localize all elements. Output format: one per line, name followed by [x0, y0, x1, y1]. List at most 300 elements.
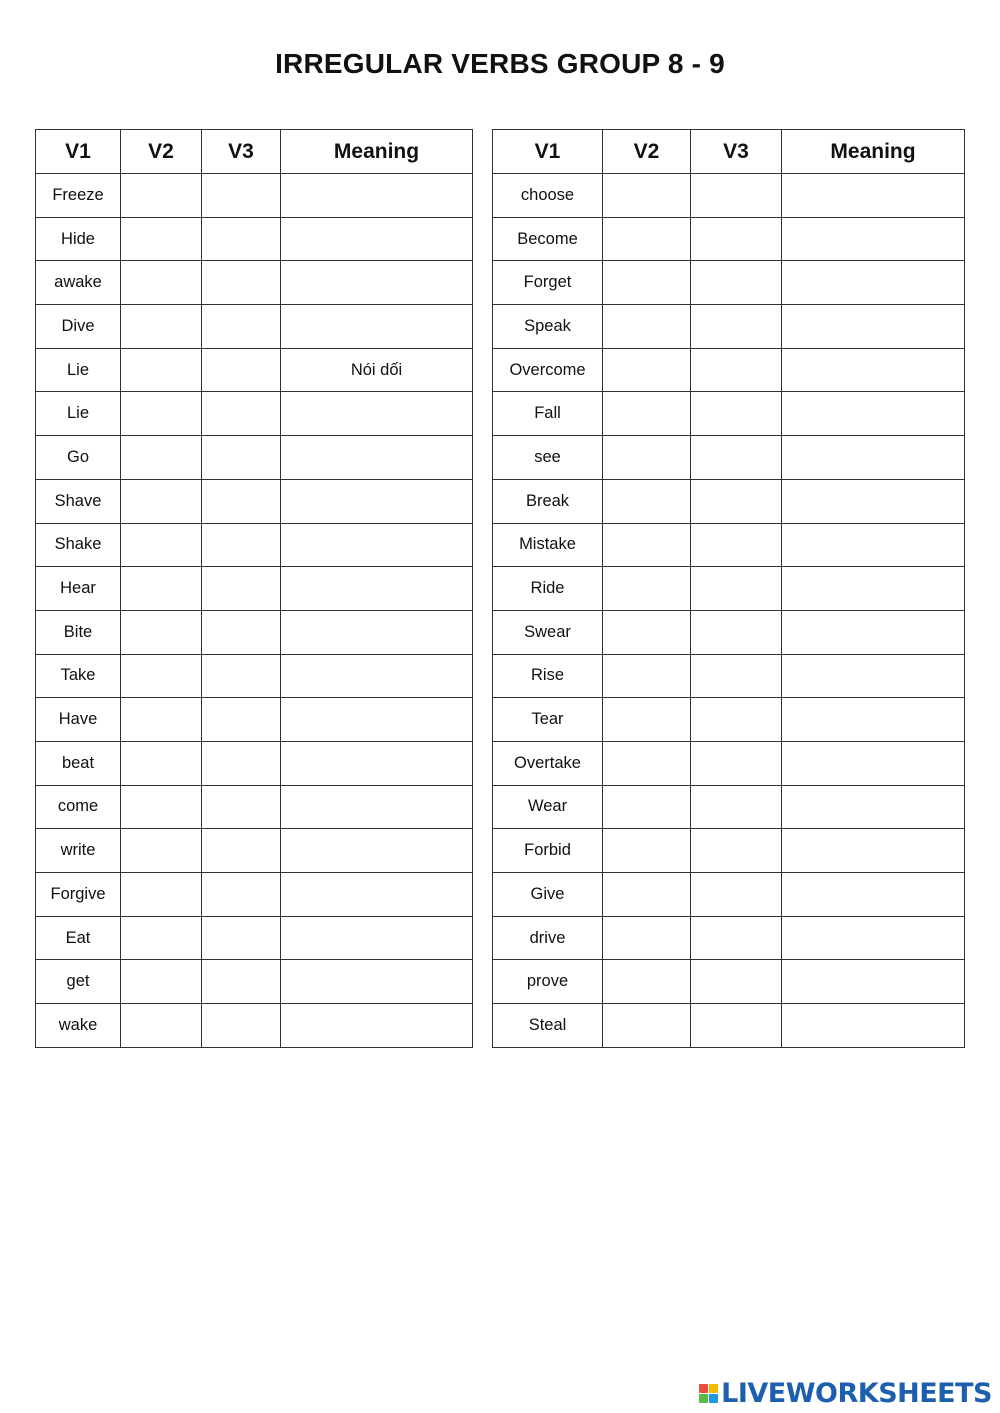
table-row [493, 829, 965, 873]
answer-field-meaning[interactable] [782, 261, 964, 304]
answer-field-meaning[interactable] [782, 349, 964, 392]
answer-field-v3[interactable] [202, 524, 280, 567]
answer-field-v3[interactable] [691, 392, 781, 435]
answer-field-meaning[interactable] [281, 698, 472, 741]
answer-cell-v3[interactable] [202, 829, 281, 873]
answer-cell-v2[interactable] [121, 698, 202, 742]
answer-field-v3[interactable] [691, 917, 781, 960]
answer-field-v2[interactable] [603, 349, 690, 392]
answer-field-v2[interactable] [121, 436, 201, 479]
answer-cell-meaning[interactable] [782, 436, 965, 480]
answer-cell-v2[interactable] [121, 610, 202, 654]
answer-field-v3[interactable] [202, 392, 280, 435]
answer-cell-v3[interactable] [202, 654, 281, 698]
answer-cell-v3[interactable] [202, 741, 281, 785]
answer-cell-v3[interactable] [202, 610, 281, 654]
answer-cell-v3[interactable] [202, 436, 281, 480]
answer-cell-meaning[interactable] [782, 785, 965, 829]
answer-cell-v2[interactable] [603, 654, 691, 698]
answer-field-meaning[interactable] [782, 1004, 964, 1047]
answer-cell-v3[interactable] [691, 1004, 782, 1048]
answer-field-v3[interactable] [691, 524, 781, 567]
answer-cell-meaning[interactable] [782, 567, 965, 611]
answer-cell-meaning[interactable] [281, 348, 473, 392]
answer-cell-v2[interactable] [121, 567, 202, 611]
header-v2: V2 [121, 130, 202, 174]
answer-cell-meaning[interactable] [281, 1004, 473, 1048]
answer-field-v3[interactable] [202, 305, 280, 348]
answer-field-v3[interactable] [202, 960, 280, 1003]
answer-field-v2[interactable] [603, 742, 690, 785]
table-row [493, 523, 965, 567]
answer-cell-v2[interactable] [121, 741, 202, 785]
answer-cell-meaning[interactable] [782, 829, 965, 873]
verb-v1-cell: wake [36, 1004, 121, 1048]
answer-cell-v3[interactable] [691, 174, 782, 218]
verb-v1-cell: Forgive [36, 873, 121, 917]
answer-cell-v2[interactable] [603, 829, 691, 873]
header-v2: V2 [603, 130, 691, 174]
answer-field-meaning[interactable] [782, 174, 964, 217]
answer-field-v3[interactable] [202, 917, 280, 960]
answer-cell-v2[interactable] [603, 960, 691, 1004]
answer-cell-meaning[interactable] [782, 261, 965, 305]
answer-cell-v3[interactable] [202, 479, 281, 523]
answer-cell-v2[interactable] [121, 479, 202, 523]
answer-field-v2[interactable] [121, 1004, 201, 1047]
answer-field-v2[interactable] [603, 174, 690, 217]
verb-v1-cell: Bite [36, 610, 121, 654]
answer-field-v3[interactable] [202, 349, 280, 392]
answer-cell-v2[interactable] [121, 1004, 202, 1048]
answer-field-meaning[interactable] [782, 524, 964, 567]
table-row [493, 698, 965, 742]
answer-cell-v3[interactable] [691, 392, 782, 436]
answer-field-v3[interactable] [691, 567, 781, 610]
answer-cell-v3[interactable] [691, 610, 782, 654]
answer-field-v3[interactable] [202, 873, 280, 916]
verb-v1-cell: Hide [36, 217, 121, 261]
answer-field-v2[interactable] [121, 698, 201, 741]
answer-cell-v3[interactable] [691, 305, 782, 349]
answer-cell-v3[interactable] [202, 698, 281, 742]
header-meaning: Meaning [782, 130, 965, 174]
answer-field-meaning[interactable] [281, 1004, 472, 1047]
answer-field-v3[interactable] [691, 655, 781, 698]
verb-v1-cell: Take [36, 654, 121, 698]
answer-field-v3[interactable] [691, 480, 781, 523]
answer-cell-v2[interactable] [121, 217, 202, 261]
answer-field-v3[interactable] [202, 655, 280, 698]
answer-field-meaning[interactable] [782, 567, 964, 610]
answer-cell-v3[interactable] [202, 348, 281, 392]
answer-field-v2[interactable] [121, 480, 201, 523]
answer-cell-v3[interactable] [691, 567, 782, 611]
answer-field-v2[interactable] [121, 305, 201, 348]
answer-field-v2[interactable] [121, 392, 201, 435]
answer-cell-v2[interactable] [603, 174, 691, 218]
answer-cell-meaning[interactable] [782, 1004, 965, 1048]
answer-field-v2[interactable] [121, 873, 201, 916]
answer-field-v2[interactable] [603, 305, 690, 348]
answer-field-meaning[interactable] [281, 392, 472, 435]
answer-field-meaning[interactable] [281, 261, 472, 304]
answer-cell-v3[interactable] [691, 654, 782, 698]
answer-cell-v3[interactable] [691, 960, 782, 1004]
answer-field-v2[interactable] [121, 742, 201, 785]
answer-cell-v3[interactable] [691, 698, 782, 742]
answer-cell-meaning[interactable] [281, 960, 473, 1004]
answer-field-v2[interactable] [603, 392, 690, 435]
answer-cell-meaning[interactable] [782, 217, 965, 261]
answer-cell-v3[interactable] [202, 785, 281, 829]
answer-cell-v2[interactable] [603, 479, 691, 523]
answer-cell-v2[interactable] [603, 348, 691, 392]
answer-cell-v2[interactable] [603, 261, 691, 305]
answer-cell-meaning[interactable] [281, 436, 473, 480]
answer-field-v2[interactable] [603, 960, 690, 1003]
answer-field-v2[interactable] [603, 1004, 690, 1047]
answer-field-meaning[interactable] [782, 392, 964, 435]
answer-field-v2[interactable] [121, 174, 201, 217]
logo-text: LIVEWORKSHEETS [721, 1378, 992, 1409]
answer-cell-meaning[interactable] [782, 392, 965, 436]
answer-field-meaning[interactable] [281, 829, 472, 872]
verb-v1-cell: choose [493, 174, 603, 218]
answer-cell-v2[interactable] [121, 785, 202, 829]
answer-field-meaning[interactable] [782, 786, 964, 829]
answer-cell-meaning[interactable] [281, 610, 473, 654]
table-row [36, 741, 473, 785]
answer-field-v2[interactable] [603, 218, 690, 261]
answer-cell-meaning[interactable] [281, 785, 473, 829]
answer-cell-meaning[interactable] [782, 523, 965, 567]
answer-cell-meaning[interactable] [281, 479, 473, 523]
answer-cell-v2[interactable] [603, 305, 691, 349]
answer-cell-v2[interactable] [603, 523, 691, 567]
answer-field-meaning[interactable] [281, 480, 472, 523]
answer-field-v3[interactable] [691, 611, 781, 654]
answer-field-v3[interactable] [691, 873, 781, 916]
answer-field-meaning[interactable] [281, 174, 472, 217]
answer-cell-meaning[interactable] [281, 698, 473, 742]
table-row [493, 217, 965, 261]
answer-cell-meaning[interactable] [281, 523, 473, 567]
answer-field-meaning[interactable] [281, 436, 472, 479]
answer-field-meaning[interactable] [782, 480, 964, 523]
answer-cell-v2[interactable] [603, 217, 691, 261]
answer-field-v2[interactable] [603, 917, 690, 960]
answer-cell-v2[interactable] [121, 174, 202, 218]
answer-cell-meaning[interactable] [281, 567, 473, 611]
answer-cell-v2[interactable] [603, 916, 691, 960]
answer-cell-v3[interactable] [202, 960, 281, 1004]
answer-cell-meaning[interactable] [782, 479, 965, 523]
answer-field-v2[interactable] [121, 829, 201, 872]
table-row [493, 654, 965, 698]
answer-cell-v2[interactable] [121, 829, 202, 873]
answer-cell-meaning[interactable] [281, 305, 473, 349]
answer-field-v2[interactable] [603, 480, 690, 523]
answer-cell-v3[interactable] [202, 567, 281, 611]
answer-field-meaning[interactable] [281, 611, 472, 654]
answer-field-v2[interactable] [603, 873, 690, 916]
answer-cell-v2[interactable] [121, 261, 202, 305]
answer-cell-v3[interactable] [202, 916, 281, 960]
answer-field-meaning[interactable] [782, 960, 964, 1003]
answer-cell-v2[interactable] [121, 916, 202, 960]
answer-field-meaning[interactable] [782, 436, 964, 479]
table-row [493, 392, 965, 436]
answer-cell-v3[interactable] [691, 217, 782, 261]
header-row [493, 130, 965, 174]
answer-cell-v3[interactable] [691, 436, 782, 480]
answer-cell-v3[interactable] [691, 785, 782, 829]
answer-cell-v2[interactable] [121, 654, 202, 698]
answer-cell-meaning[interactable] [281, 916, 473, 960]
answer-field-v2[interactable] [121, 655, 201, 698]
table-row [493, 436, 965, 480]
answer-field-meaning[interactable] [281, 873, 472, 916]
verb-v1-cell: Freeze [36, 174, 121, 218]
answer-cell-v2[interactable] [603, 873, 691, 917]
answer-cell-meaning[interactable] [782, 916, 965, 960]
logo-block-blue [709, 1394, 718, 1403]
header-v3: V3 [202, 130, 281, 174]
answer-field-meaning[interactable] [782, 218, 964, 261]
answer-field-meaning[interactable] [281, 305, 472, 348]
answer-cell-v2[interactable] [603, 567, 691, 611]
verb-v1-cell: Overcome [493, 348, 603, 392]
table-row [36, 392, 473, 436]
page-title: IRREGULAR VERBS GROUP 8 - 9 [275, 48, 725, 79]
verb-v1-cell: Rise [493, 654, 603, 698]
answer-field-v2[interactable] [603, 524, 690, 567]
answer-cell-v3[interactable] [691, 479, 782, 523]
answer-cell-v2[interactable] [121, 436, 202, 480]
answer-cell-v2[interactable] [121, 960, 202, 1004]
verbs-table-right [492, 129, 965, 1048]
answer-cell-meaning[interactable] [281, 174, 473, 218]
answer-field-v2[interactable] [121, 611, 201, 654]
answer-cell-meaning[interactable] [281, 873, 473, 917]
answer-cell-v2[interactable] [603, 698, 691, 742]
verb-v1-cell: come [36, 785, 121, 829]
answer-field-v2[interactable] [121, 960, 201, 1003]
answer-field-meaning[interactable] [281, 917, 472, 960]
verb-v1-cell: Lie [36, 392, 121, 436]
answer-cell-v3[interactable] [691, 829, 782, 873]
table-row [36, 567, 473, 611]
answer-field-v3[interactable] [202, 436, 280, 479]
answer-cell-meaning[interactable] [281, 741, 473, 785]
answer-field-v2[interactable] [121, 786, 201, 829]
header-v1: V1 [36, 130, 121, 174]
answer-field-v3[interactable] [691, 698, 781, 741]
answer-cell-v3[interactable] [202, 174, 281, 218]
table-row [36, 479, 473, 523]
answer-field-v2[interactable] [603, 829, 690, 872]
answer-field-meaning[interactable] [281, 960, 472, 1003]
answer-field-meaning[interactable]: Nói dối [350, 360, 403, 379]
verb-v1-cell: beat [36, 741, 121, 785]
answer-field-meaning[interactable] [281, 218, 472, 261]
table-row [36, 174, 473, 218]
answer-field-meaning[interactable] [281, 567, 472, 610]
table-row [493, 348, 965, 392]
answer-field-meaning[interactable] [782, 655, 964, 698]
answer-cell-meaning[interactable] [281, 392, 473, 436]
answer-cell-meaning[interactable] [782, 698, 965, 742]
header-meaning: Meaning [281, 130, 473, 174]
answer-field-meaning[interactable] [281, 742, 472, 785]
answer-field-v3[interactable] [691, 218, 781, 261]
table-row [36, 1004, 473, 1048]
verb-v1-cell: get [36, 960, 121, 1004]
answer-field-v3[interactable] [202, 829, 280, 872]
answer-cell-v2[interactable] [121, 392, 202, 436]
answer-field-v3[interactable] [202, 742, 280, 785]
answer-field-meaning[interactable] [782, 829, 964, 872]
answer-field-v2[interactable] [121, 218, 201, 261]
answer-field-v3[interactable] [202, 480, 280, 523]
answer-field-v2[interactable] [121, 349, 201, 392]
answer-cell-meaning[interactable] [782, 960, 965, 1004]
answer-cell-v2[interactable] [121, 873, 202, 917]
table-row [36, 654, 473, 698]
answer-cell-v3[interactable] [202, 305, 281, 349]
answer-cell-meaning[interactable] [782, 741, 965, 785]
answer-field-meaning[interactable] [281, 524, 472, 567]
verb-v1-cell: see [493, 436, 603, 480]
answer-cell-meaning[interactable] [782, 174, 965, 218]
verb-v1-cell: drive [493, 916, 603, 960]
answer-cell-meaning[interactable] [782, 305, 965, 349]
answer-cell-v2[interactable] [603, 610, 691, 654]
answer-field-v3[interactable] [691, 349, 781, 392]
answer-field-v3[interactable] [691, 1004, 781, 1047]
answer-cell-meaning[interactable] [782, 610, 965, 654]
answer-field-meaning[interactable] [782, 305, 964, 348]
answer-field-v3[interactable] [202, 611, 280, 654]
answer-cell-v3[interactable] [202, 523, 281, 567]
answer-field-v3[interactable] [691, 436, 781, 479]
answer-cell-v3[interactable] [202, 261, 281, 305]
answer-field-v3[interactable] [691, 174, 781, 217]
table-row [493, 610, 965, 654]
answer-field-meaning[interactable] [782, 873, 964, 916]
answer-cell-v3[interactable] [691, 873, 782, 917]
answer-cell-v2[interactable] [603, 392, 691, 436]
answer-cell-v3[interactable] [202, 873, 281, 917]
answer-cell-meaning[interactable] [782, 873, 965, 917]
answer-field-v3[interactable] [202, 261, 280, 304]
answer-field-v2[interactable] [121, 917, 201, 960]
answer-cell-v3[interactable] [691, 348, 782, 392]
answer-cell-meaning[interactable] [782, 348, 965, 392]
answer-cell-meaning[interactable] [281, 829, 473, 873]
answer-field-meaning[interactable] [782, 917, 964, 960]
answer-field-v3[interactable] [691, 305, 781, 348]
answer-cell-v2[interactable] [603, 785, 691, 829]
answer-cell-v3[interactable] [691, 741, 782, 785]
answer-field-v2[interactable] [603, 655, 690, 698]
answer-field-v2[interactable] [121, 261, 201, 304]
logo-block-green [699, 1394, 708, 1403]
verb-v1-cell: Shake [36, 523, 121, 567]
answer-cell-v2[interactable] [603, 1004, 691, 1048]
verb-v1-cell: prove [493, 960, 603, 1004]
verb-v1-cell: Eat [36, 916, 121, 960]
answer-field-v3[interactable] [202, 174, 280, 217]
answer-field-v3[interactable] [202, 218, 280, 261]
table-row [493, 174, 965, 218]
verb-v1-cell: Go [36, 436, 121, 480]
answer-field-meaning[interactable] [281, 655, 472, 698]
answer-field-meaning[interactable] [782, 698, 964, 741]
table-row [493, 261, 965, 305]
answer-field-v3[interactable] [691, 742, 781, 785]
verb-v1-cell: awake [36, 261, 121, 305]
answer-field-v2[interactable] [121, 567, 201, 610]
answer-cell-v2[interactable] [121, 305, 202, 349]
answer-cell-v2[interactable] [121, 348, 202, 392]
answer-field-v3[interactable] [691, 960, 781, 1003]
answer-cell-v2[interactable] [603, 436, 691, 480]
table-row [36, 523, 473, 567]
answer-field-v3[interactable] [202, 698, 280, 741]
answer-field-v3[interactable] [202, 567, 280, 610]
table-row [493, 960, 965, 1004]
answer-field-v3[interactable] [691, 829, 781, 872]
answer-cell-v3[interactable] [202, 217, 281, 261]
answer-cell-v3[interactable] [202, 392, 281, 436]
answer-field-v2[interactable] [603, 611, 690, 654]
answer-cell-meaning[interactable] [281, 217, 473, 261]
left-table-body [36, 174, 473, 1048]
answer-field-v2[interactable] [603, 261, 690, 304]
answer-cell-meaning[interactable] [281, 261, 473, 305]
answer-field-v2[interactable] [603, 698, 690, 741]
verb-v1-cell: Speak [493, 305, 603, 349]
answer-field-v2[interactable] [603, 786, 690, 829]
verb-v1-cell: Steal [493, 1004, 603, 1048]
verb-v1-cell: Have [36, 698, 121, 742]
answer-cell-v3[interactable] [202, 1004, 281, 1048]
answer-field-meaning[interactable] [782, 611, 964, 654]
answer-cell-v3[interactable] [691, 261, 782, 305]
answer-field-v2[interactable] [603, 436, 690, 479]
answer-field-meaning[interactable] [281, 786, 472, 829]
answer-field-v2[interactable] [121, 524, 201, 567]
answer-cell-v2[interactable] [603, 741, 691, 785]
table-row [493, 785, 965, 829]
answer-cell-v3[interactable] [691, 523, 782, 567]
answer-cell-meaning[interactable] [782, 654, 965, 698]
answer-field-v3[interactable] [202, 1004, 280, 1047]
answer-cell-v3[interactable] [691, 916, 782, 960]
right-table-body [493, 174, 965, 1048]
answer-field-v3[interactable] [202, 786, 280, 829]
answer-field-meaning[interactable] [782, 742, 964, 785]
verb-v1-cell: Hear [36, 567, 121, 611]
answer-field-v3[interactable] [691, 261, 781, 304]
answer-field-v3[interactable] [691, 786, 781, 829]
answer-cell-meaning[interactable] [281, 654, 473, 698]
answer-field-v2[interactable] [603, 567, 690, 610]
answer-cell-v2[interactable] [121, 523, 202, 567]
table-row [36, 829, 473, 873]
